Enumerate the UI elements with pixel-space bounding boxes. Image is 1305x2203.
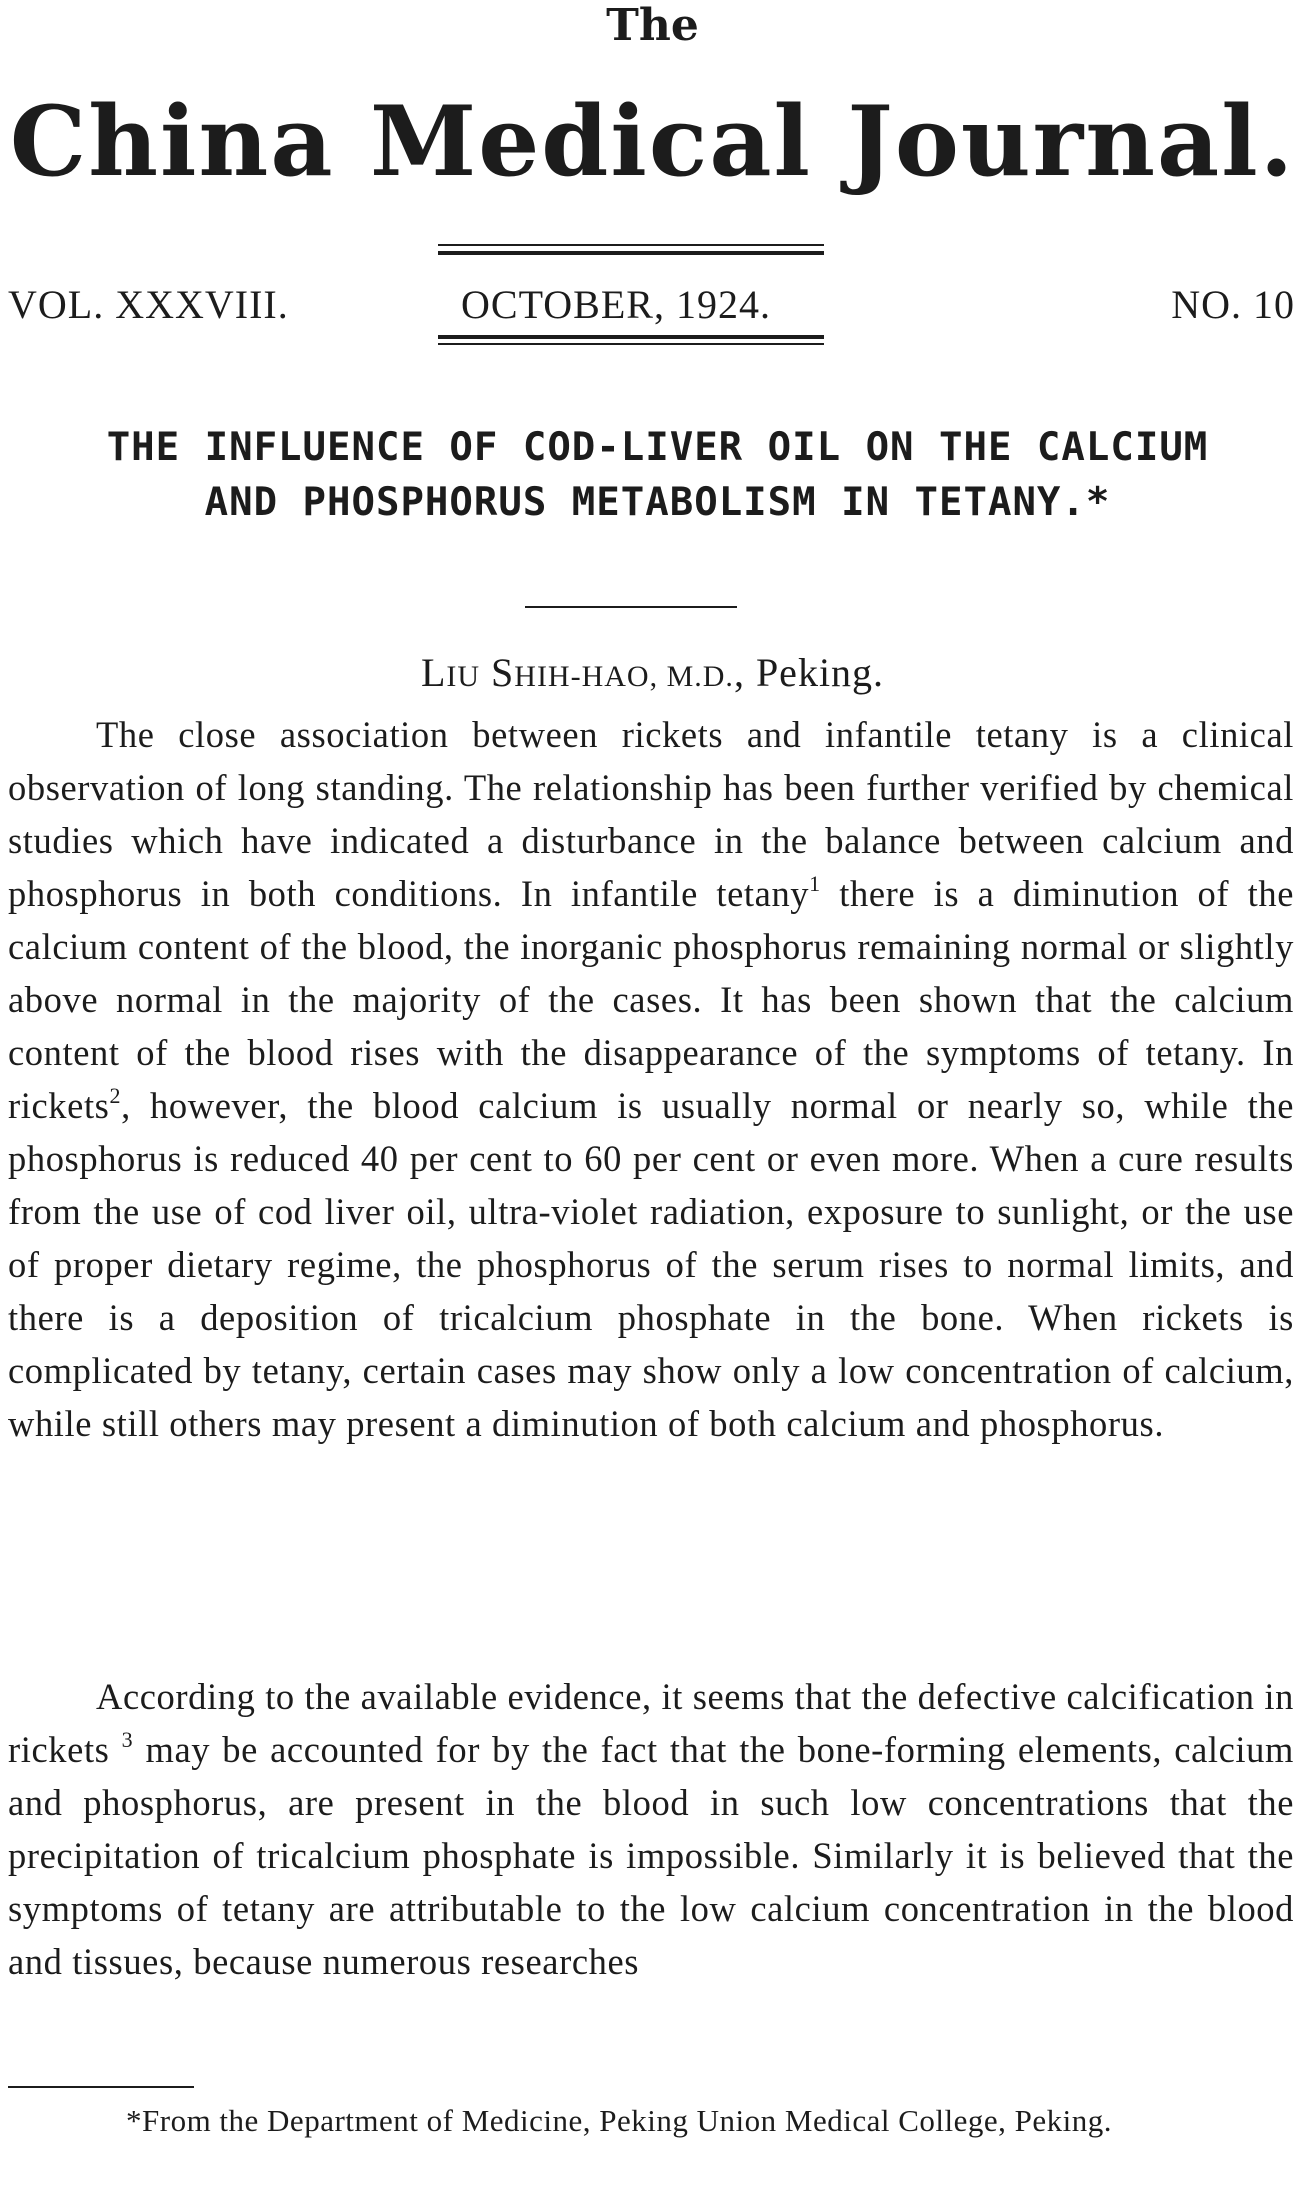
paragraph-1: [8, 708, 1294, 1450]
paragraph-text: may be accounted for by the fact that the bone-forming elements, calcium and phosphorus, are present in the blood in such low concentrations that the precipitation of tricalcium phosphate is impossible. Similarly it is believed that the symptoms of tetany are attributable to the low calcium concentration in the blood and tissues, because numerous researches: [8, 1729, 1294, 1982]
footnote-rule: [8, 2086, 194, 2088]
article-title: THE INFLUENCE OF COD-LIVER OIL ON THE CALCIUM AND PHOSPHORUS METABOLISM IN TETANY.*: [106, 425, 1209, 525]
issue-rule-lower-2: [438, 343, 824, 345]
author-line: [0, 646, 1305, 704]
paragraph-text: The close association between rickets and infantile tetany is a clinical observation of long standing. The relationship has been further verified by chemical studies which have indicated a disturbance in the balance between calcium and phosphorus in both conditions. In infantile tetany: [8, 714, 1294, 914]
masthead-the: The: [606, 0, 699, 51]
reference-superscript: 3: [121, 1726, 134, 1752]
paragraph-text: , however, the blood calcium is usually normal or nearly so, while the phosphorus is reduced 40 per cent to 60 per cent or even more. When a cure results from the use of cod liver oil, ultra-violet radiation, exposure to sunlight, or the use of proper dietary regime, the phosphorus of the serum rises to normal limits, and there is a deposition of tricalcium phosphate in the bone. When rickets is complicated by tetany, certain cases may show only a low concentration of calcium, while still others may present a diminution of both calcium and phosphorus.: [8, 1085, 1294, 1444]
paragraph-text: there is a diminution of the calcium content of the blood, the inorganic phosphorus remaining normal or slightly above normal in the majority of the cases. It has been shown that the calcium content of the blood rises with the disappearance of the symptoms of tetany. In rickets: [8, 873, 1294, 1126]
issue-line: [8, 278, 1295, 332]
issue-date: OCTOBER, 1924.: [461, 282, 771, 327]
author-initial: L: [420, 650, 447, 695]
masthead-rule-upper-1: [438, 244, 824, 246]
issue-rule-lower-1: [438, 335, 824, 339]
masthead-rule-upper-2: [438, 251, 824, 255]
author-initial: S: [480, 650, 515, 695]
footnote: [8, 2100, 1294, 2142]
title-divider: [525, 606, 737, 608]
journal-masthead: China Medical Journal.: [9, 85, 1296, 198]
author-name-rest: HIH-HAO,: [514, 660, 659, 693]
paragraph-text: According to the available evidence, it seems that the defective calcification in rickets: [8, 1676, 1294, 1770]
issue-number: NO. 10: [1171, 282, 1295, 327]
author-degree: M.D.: [658, 660, 734, 693]
author-name-rest: IU: [446, 660, 481, 693]
volume-label: VOL. XXXVIII.: [8, 282, 289, 327]
reference-superscript: 1: [809, 870, 821, 896]
paragraph-2: [8, 1670, 1294, 1988]
author-place: , Peking.: [733, 650, 885, 695]
reference-superscript: 2: [109, 1082, 122, 1108]
footnote-text: *From the Department of Medicine, Peking Union Medical College, Peking.: [126, 2103, 1112, 2138]
